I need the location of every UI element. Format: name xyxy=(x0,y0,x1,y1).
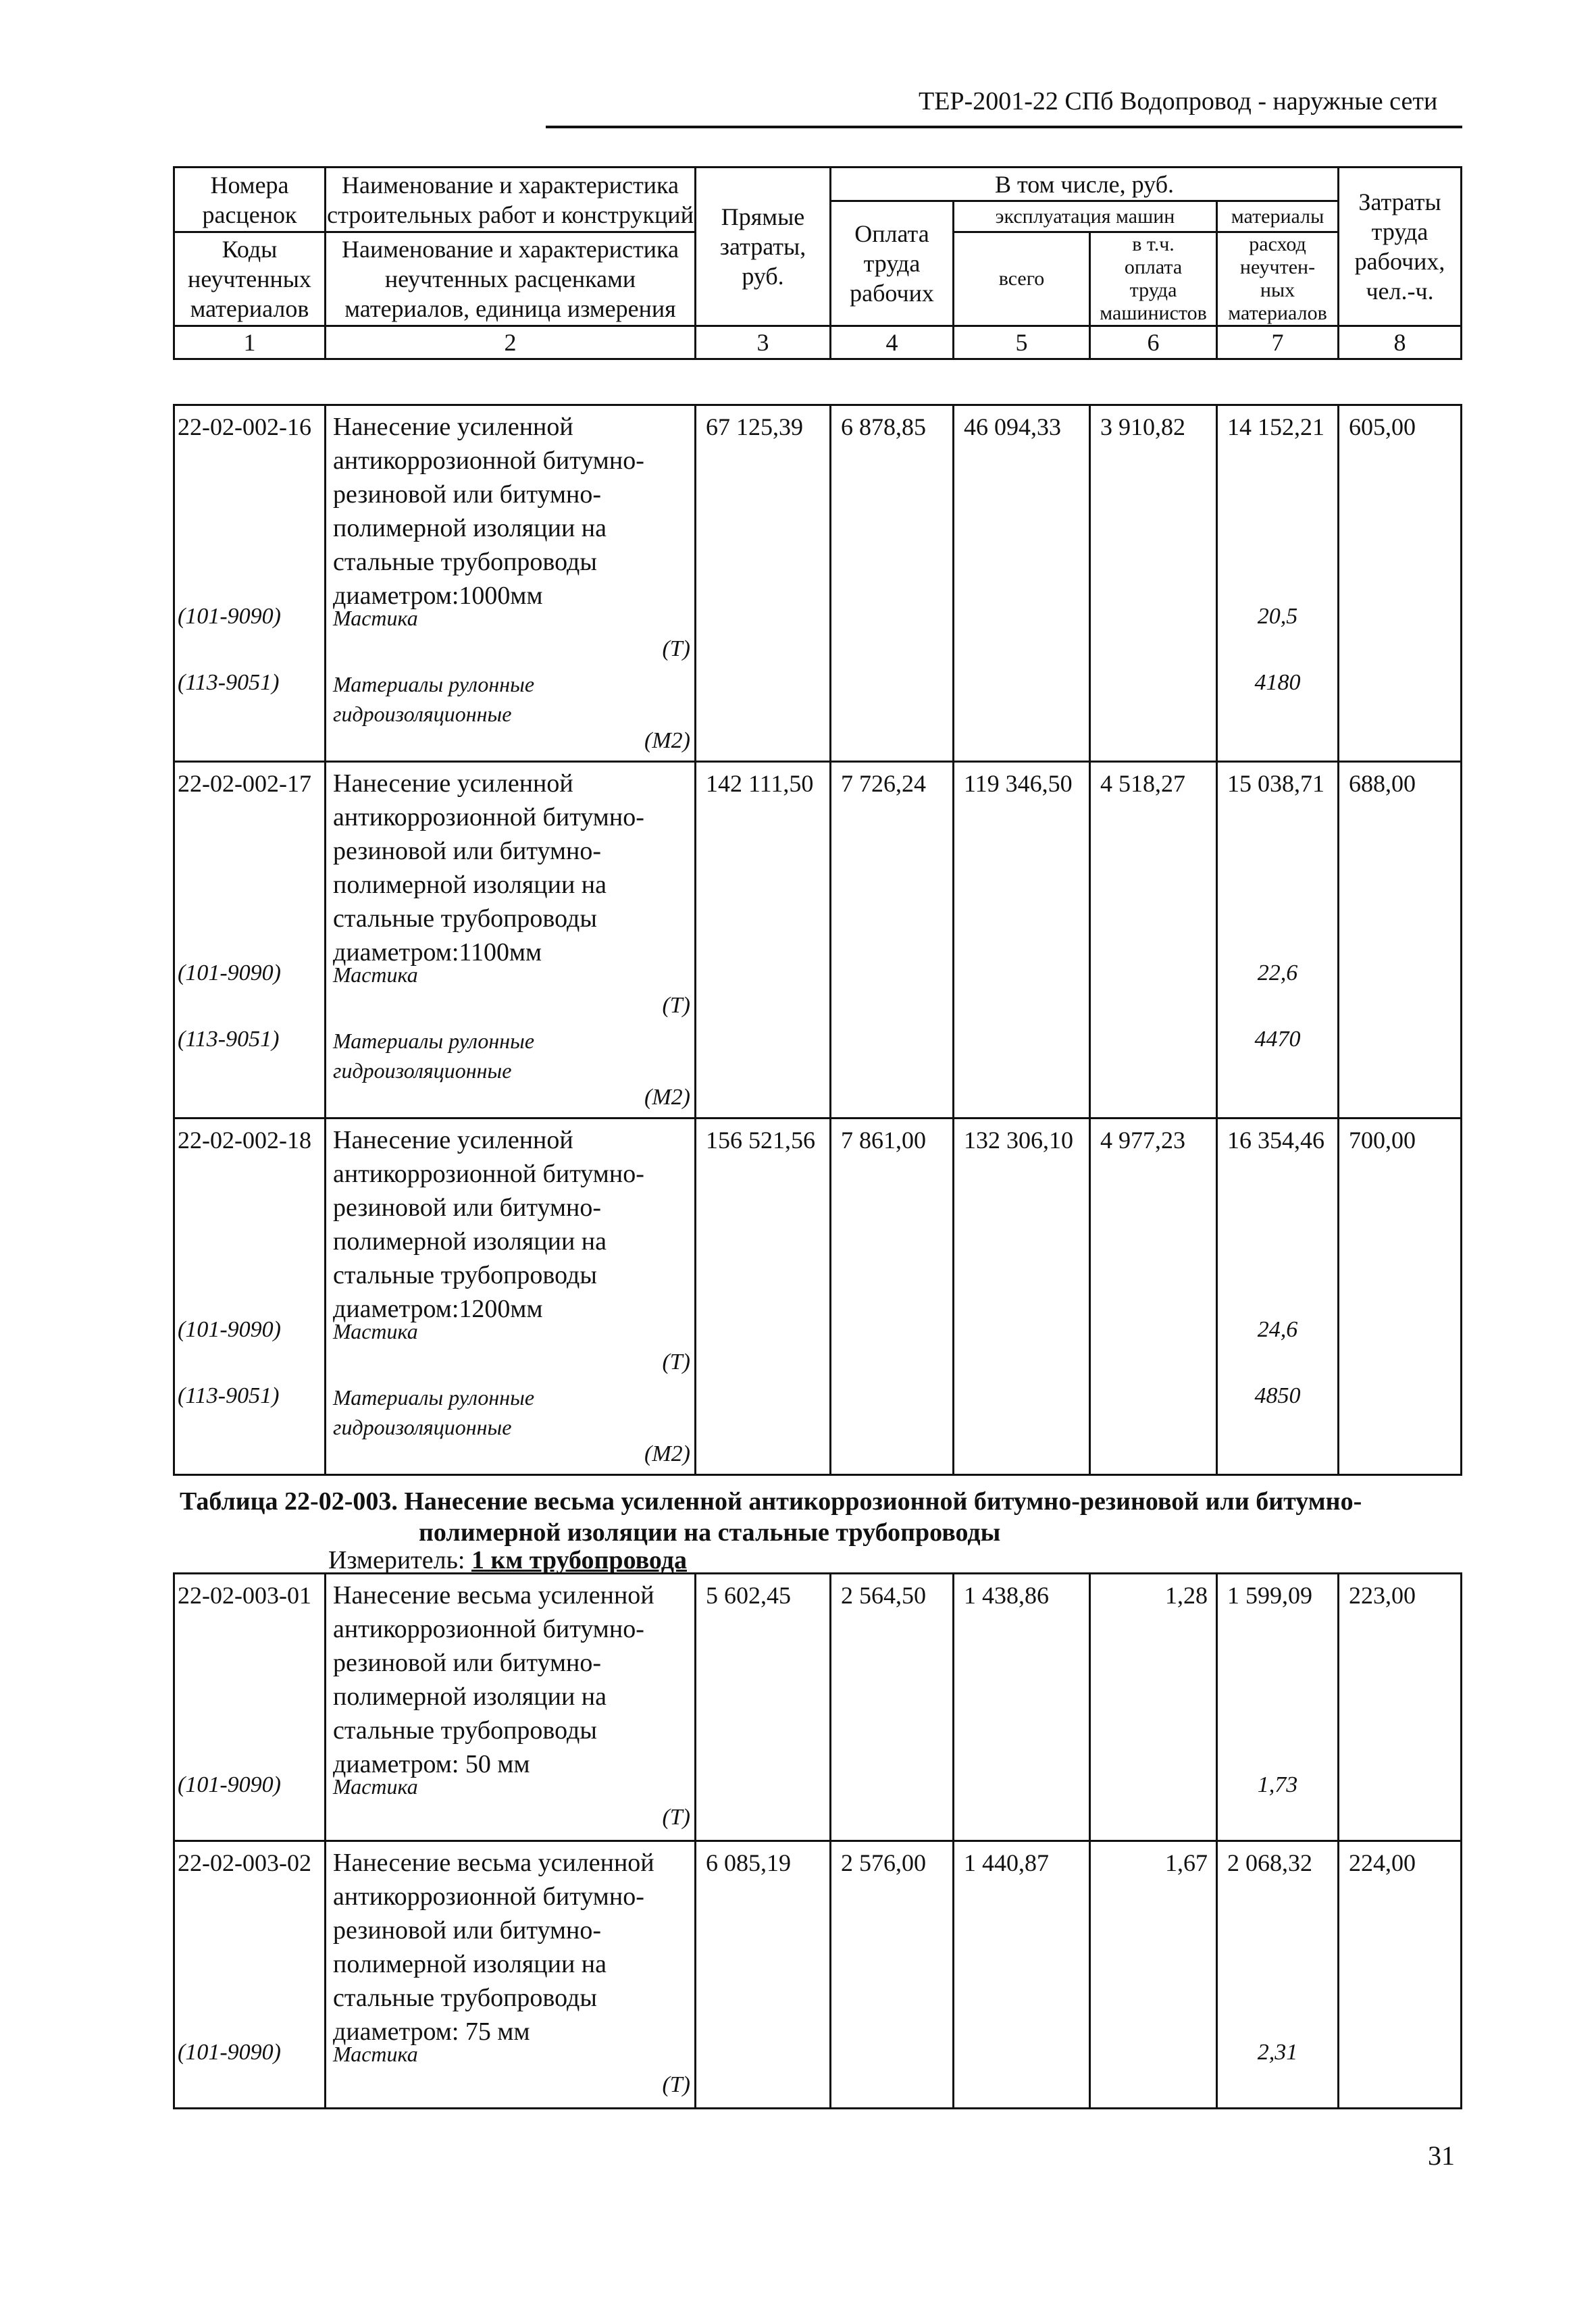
rate-description xyxy=(326,1842,694,2049)
rate-description-cell xyxy=(326,762,696,1119)
labor-costs-value-cell xyxy=(1339,1841,1462,2109)
machines-total-value-cell xyxy=(954,1841,1090,2109)
measure-unit: Измеритель: 1 км трубопровода xyxy=(328,1546,688,1574)
material-quantity: 20,5 xyxy=(1257,604,1298,629)
direct-costs-value-cell xyxy=(696,1841,831,2109)
material-name-line: Мастика xyxy=(333,962,418,987)
description-line: диаметром: 50 мм xyxy=(333,1750,530,1778)
material-unit: (Т) xyxy=(662,993,690,1018)
material-quantity: 22,6 xyxy=(1257,960,1298,985)
rate-row xyxy=(174,1574,1462,1841)
material-unit: (М2) xyxy=(644,1085,690,1110)
header-machines-total: всего xyxy=(954,232,1090,326)
column-number: 1 xyxy=(174,326,326,359)
materials-value: 15 038,71 xyxy=(1227,770,1324,797)
description-line: стальные трубопроводы xyxy=(333,548,597,576)
description-line: полимерной изоляции на xyxy=(333,1227,607,1256)
machinist-wages-value-cell xyxy=(1090,762,1217,1119)
material-name-line: Мастика xyxy=(333,1774,418,1799)
rate-row xyxy=(174,762,1462,1119)
material-name xyxy=(326,669,694,729)
rate-code: 22-02-002-17 xyxy=(178,770,311,797)
machines-total-value: 119 346,50 xyxy=(964,770,1073,797)
machinist-wages-value: 1,67 xyxy=(1165,1849,1208,1876)
material-quantity: 4470 xyxy=(1254,1027,1301,1052)
material-code: (101-9090) xyxy=(178,604,281,629)
materials-value-cell xyxy=(1217,1574,1339,1841)
description-line: резиновой или битумно- xyxy=(333,1649,601,1677)
header-labor-costs: Затраты труда рабочих, чел.-ч. xyxy=(1339,168,1462,326)
material-quantity: 2,31 xyxy=(1257,2040,1298,2065)
direct-costs-value-cell xyxy=(696,405,831,762)
header-including: В том числе, руб. xyxy=(831,168,1339,201)
material-code: (113-9051) xyxy=(178,670,280,695)
machines-total-value-cell xyxy=(954,1574,1090,1841)
direct-costs-value: 67 125,39 xyxy=(706,413,803,440)
machines-total-value: 1 440,87 xyxy=(964,1849,1049,1876)
material-unit: (Т) xyxy=(662,1349,690,1374)
material-code: (101-9090) xyxy=(178,960,281,985)
description-line: диаметром: 75 мм xyxy=(333,2017,530,2046)
materials-value: 2 068,32 xyxy=(1227,1849,1312,1876)
machinist-wages-value: 3 910,82 xyxy=(1100,413,1185,440)
materials-value-cell xyxy=(1217,405,1339,762)
material-unit: (Т) xyxy=(662,1805,690,1830)
description-line: резиновой или битумно- xyxy=(333,1916,601,1945)
rate-code-cell xyxy=(174,1841,326,2109)
column-number: 3 xyxy=(696,326,831,359)
material-unit: (М2) xyxy=(644,728,690,753)
material-name xyxy=(326,1316,694,1346)
rate-description xyxy=(326,1574,694,1781)
column-number: 6 xyxy=(1090,326,1217,359)
labor-costs-value-cell xyxy=(1339,405,1462,762)
worker-wages-value: 2 564,50 xyxy=(841,1582,926,1609)
material-entry xyxy=(326,1772,694,1801)
description-line: резиновой или битумно- xyxy=(333,837,601,865)
description-line: резиновой или битумно- xyxy=(333,480,601,509)
rate-row xyxy=(174,1119,1462,1475)
materials-value-cell xyxy=(1217,1119,1339,1475)
header-work-name: Наименование и характеристика строительных работ и конструкций xyxy=(326,168,696,232)
description-line: полимерной изоляции на xyxy=(333,514,607,542)
machinist-wages-value-cell xyxy=(1090,1574,1217,1841)
direct-costs-value: 142 111,50 xyxy=(706,770,814,797)
machinist-wages-value-cell xyxy=(1090,1841,1217,2109)
direct-costs-value: 5 602,45 xyxy=(706,1582,791,1609)
description-line: Нанесение весьма усиленной xyxy=(333,1581,654,1610)
worker-wages-value-cell xyxy=(831,1841,954,2109)
document-title: ТЕР-2001-22 СПб Водопровод - наружные сети xyxy=(919,87,1438,115)
description-line: антикоррозионной битумно- xyxy=(333,446,644,475)
material-entry xyxy=(326,2039,694,2069)
material-code: (101-9090) xyxy=(178,2040,281,2065)
rates-table-22-02-003 xyxy=(173,1572,1462,2109)
column-number: 4 xyxy=(831,326,954,359)
material-name xyxy=(326,603,694,633)
machines-total-value-cell xyxy=(954,1119,1090,1475)
material-quantity: 1,73 xyxy=(1257,1772,1298,1797)
material-entry xyxy=(326,960,694,989)
description-line: стальные трубопроводы xyxy=(333,1984,597,2012)
material-code: (113-9051) xyxy=(178,1027,280,1052)
header-machine-operation: эксплуатация машин xyxy=(954,201,1217,232)
description-line: резиновой или битумно- xyxy=(333,1193,601,1222)
rate-code: 22-02-002-16 xyxy=(178,413,311,440)
column-number: 8 xyxy=(1339,326,1462,359)
materials-value-cell xyxy=(1217,762,1339,1119)
column-number: 7 xyxy=(1217,326,1339,359)
materials-value: 1 599,09 xyxy=(1227,1582,1312,1609)
machines-total-value: 1 438,86 xyxy=(964,1582,1049,1609)
material-code: (113-9051) xyxy=(178,1383,280,1408)
title-underline xyxy=(546,126,1462,128)
description-line: диаметром:1100мм xyxy=(333,938,542,967)
rate-description-cell xyxy=(326,1574,696,1841)
rate-code: 22-02-003-02 xyxy=(178,1849,311,1876)
material-name xyxy=(326,2039,694,2069)
material-unit: (Т) xyxy=(662,2072,690,2097)
labor-costs-value: 223,00 xyxy=(1349,1582,1416,1609)
material-name xyxy=(326,1772,694,1801)
material-entry xyxy=(326,1383,694,1442)
worker-wages-value: 7 726,24 xyxy=(841,770,926,797)
direct-costs-value: 156 521,56 xyxy=(706,1127,815,1154)
material-name-line: гидроизоляционные xyxy=(333,1415,512,1439)
description-line: антикоррозионной битумно- xyxy=(333,1160,644,1188)
description-line: антикоррозионной битумно- xyxy=(333,1615,644,1643)
header-materials: материалы xyxy=(1217,201,1339,232)
column-number: 5 xyxy=(954,326,1090,359)
machinist-wages-value-cell xyxy=(1090,1119,1217,1475)
machines-total-value-cell xyxy=(954,405,1090,762)
labor-costs-value-cell xyxy=(1339,1119,1462,1475)
rate-row xyxy=(174,1841,1462,2109)
header-machinist-wages: в т.ч. оплата труда машинистов xyxy=(1090,232,1217,326)
worker-wages-value-cell xyxy=(831,405,954,762)
description-line: диаметром:1000мм xyxy=(333,582,543,610)
material-name-line: Материалы рулонные xyxy=(333,1029,535,1053)
header-direct-costs: Прямые затраты, руб. xyxy=(696,168,831,326)
header-worker-wages: Оплата труда рабочих xyxy=(831,201,954,326)
material-entry xyxy=(326,1316,694,1346)
worker-wages-value-cell xyxy=(831,762,954,1119)
rate-description xyxy=(326,1119,694,1326)
material-name xyxy=(326,960,694,989)
description-line: стальные трубопроводы xyxy=(333,1261,597,1289)
description-line: Нанесение усиленной xyxy=(333,1126,573,1154)
material-entry xyxy=(326,1026,694,1085)
rate-code-cell xyxy=(174,1574,326,1841)
column-header-table xyxy=(173,166,1462,360)
material-name-line: Мастика xyxy=(333,606,418,630)
material-entry xyxy=(326,603,694,633)
materials-value-cell xyxy=(1217,1841,1339,2109)
rate-code: 22-02-002-18 xyxy=(178,1127,311,1154)
column-number: 2 xyxy=(326,326,696,359)
header-material-codes: Коды неучтенных материалов xyxy=(174,232,326,326)
page-number: 31 xyxy=(1428,2140,1455,2171)
material-quantity: 4850 xyxy=(1254,1383,1301,1408)
labor-costs-value: 224,00 xyxy=(1349,1849,1416,1876)
worker-wages-value: 6 878,85 xyxy=(841,413,926,440)
material-name-line: гидроизоляционные xyxy=(333,1058,512,1083)
description-line: стальные трубопроводы xyxy=(333,904,597,933)
rate-description-cell xyxy=(326,1119,696,1475)
worker-wages-value-cell xyxy=(831,1574,954,1841)
description-line: диаметром:1200мм xyxy=(333,1295,543,1323)
machines-total-value: 46 094,33 xyxy=(964,413,1061,440)
labor-costs-value: 700,00 xyxy=(1349,1127,1416,1154)
material-code: (101-9090) xyxy=(178,1772,281,1797)
description-line: полимерной изоляции на xyxy=(333,871,607,899)
description-line: антикоррозионной битумно- xyxy=(333,803,644,831)
rate-code: 22-02-003-01 xyxy=(178,1582,311,1609)
rate-row xyxy=(174,405,1462,762)
header-material-names: Наименование и характеристика неучтенных расценками материалов, единица измерения xyxy=(326,232,696,326)
labor-costs-value-cell xyxy=(1339,762,1462,1119)
material-unit: (М2) xyxy=(644,1441,690,1466)
worker-wages-value-cell xyxy=(831,1119,954,1475)
rate-description xyxy=(326,763,694,969)
rate-code-cell xyxy=(174,405,326,762)
header-unaccounted-materials: расход неучтен- ных материалов xyxy=(1217,232,1339,326)
description-line: полимерной изоляции на xyxy=(333,1682,607,1711)
rates-table-22-02-002 xyxy=(173,404,1462,1476)
material-code: (101-9090) xyxy=(178,1317,281,1342)
material-name-line: Мастика xyxy=(333,1319,418,1343)
materials-value: 16 354,46 xyxy=(1227,1127,1324,1154)
table-heading: Таблица 22-02-003. Нанесение весьма усиленной антикоррозионной битумно-резиновой или битумно- полимерной изоляции на стальные трубопроводы xyxy=(180,1487,1362,1547)
rate-description-cell xyxy=(326,405,696,762)
material-entry xyxy=(326,669,694,729)
direct-costs-value-cell xyxy=(696,1574,831,1841)
machines-total-value: 132 306,10 xyxy=(964,1127,1073,1154)
machinist-wages-value: 4 518,27 xyxy=(1100,770,1185,797)
material-name-line: Материалы рулонные xyxy=(333,672,535,696)
worker-wages-value: 7 861,00 xyxy=(841,1127,926,1154)
rate-description-cell xyxy=(326,1841,696,2109)
rate-description xyxy=(326,406,694,613)
material-name-line: Материалы рулонные xyxy=(333,1385,535,1410)
material-quantity: 4180 xyxy=(1254,670,1301,695)
material-unit: (Т) xyxy=(662,636,690,661)
direct-costs-value: 6 085,19 xyxy=(706,1849,791,1876)
description-line: полимерной изоляции на xyxy=(333,1950,607,1978)
description-line: Нанесение усиленной xyxy=(333,769,573,798)
direct-costs-value-cell xyxy=(696,1119,831,1475)
machinist-wages-value: 1,28 xyxy=(1165,1582,1208,1609)
header-rate-numbers: Номера расценок xyxy=(174,168,326,232)
direct-costs-value-cell xyxy=(696,762,831,1119)
material-quantity: 24,6 xyxy=(1257,1317,1298,1342)
description-line: антикоррозионной битумно- xyxy=(333,1882,644,1911)
description-line: Нанесение усиленной xyxy=(333,413,573,441)
material-name-line: Мастика xyxy=(333,2042,418,2066)
rate-code-cell xyxy=(174,1119,326,1475)
description-line: стальные трубопроводы xyxy=(333,1716,597,1745)
rate-code-cell xyxy=(174,762,326,1119)
material-name xyxy=(326,1026,694,1085)
machinist-wages-value-cell xyxy=(1090,405,1217,762)
labor-costs-value: 605,00 xyxy=(1349,413,1416,440)
material-name-line: гидроизоляционные xyxy=(333,702,512,726)
labor-costs-value: 688,00 xyxy=(1349,770,1416,797)
description-line: Нанесение весьма усиленной xyxy=(333,1849,654,1877)
labor-costs-value-cell xyxy=(1339,1574,1462,1841)
machines-total-value-cell xyxy=(954,762,1090,1119)
worker-wages-value: 2 576,00 xyxy=(841,1849,926,1876)
materials-value: 14 152,21 xyxy=(1227,413,1324,440)
material-name xyxy=(326,1383,694,1442)
machinist-wages-value: 4 977,23 xyxy=(1100,1127,1185,1154)
